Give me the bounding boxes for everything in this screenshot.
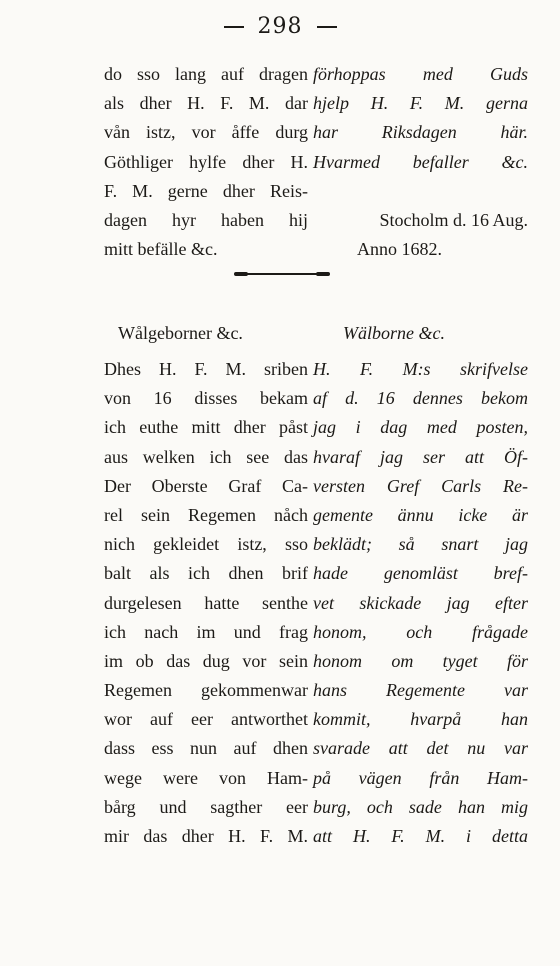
text-line: versten Gref Carls Re-: [313, 475, 528, 496]
text-line: ich nach im und frag: [104, 621, 308, 642]
text-line: honom om tyget för: [313, 650, 528, 671]
swedish-salutation: Wälborne &c.: [343, 323, 445, 343]
text-line: balt als ich dhen brif: [104, 563, 308, 584]
text-line: Dhes H. F. M. sriben: [104, 359, 308, 379]
text-line: von 16 disses bekam: [104, 388, 308, 409]
text-line: gemente ännu icke är: [313, 504, 528, 525]
upper-german-column: [104, 60, 308, 264]
text-line: hvaraf jag ser att Öf-: [313, 446, 528, 467]
year-line: Anno 1682.: [357, 239, 442, 260]
lower-swedish-column: [313, 355, 528, 851]
text-line: vån istz, vor åffe durg: [104, 122, 308, 143]
text-line: im ob das dug vor sein: [104, 650, 308, 671]
upper-swedish-column: [313, 60, 528, 264]
german-salutation: Wålgeborner &c.: [118, 323, 243, 343]
text-line: att H. F. M. i detta: [313, 826, 528, 846]
text-line: honom, och frågade: [313, 621, 528, 642]
text-line: Göthliger hylfe dher H.: [104, 151, 308, 172]
text-line: wege were von Ham-: [104, 767, 308, 788]
text-line: bårg und sagther eer: [104, 796, 308, 817]
header-dash-right: [317, 26, 337, 28]
header-dash-left: [224, 26, 244, 28]
text-line: durgelesen hatte senthe: [104, 592, 308, 613]
text-line: Der Oberste Graf Ca-: [104, 475, 308, 496]
text-line: kommit, hvarpå han: [313, 709, 528, 730]
text-line: dass ess nun auf dhen: [104, 738, 308, 759]
text-line: beklädt; så snart jag: [313, 534, 528, 555]
page-header: [0, 14, 560, 39]
text-line: Regemen gekommenwar: [104, 680, 308, 701]
text-line: F. M. gerne dher Reis-: [104, 180, 308, 201]
text-line: als dher H. F. M. dar: [104, 93, 308, 114]
text-line: Hvarmed befaller &c.: [313, 151, 528, 172]
text-line: på vägen från Ham-: [313, 767, 528, 788]
text-line: hans Regemente var: [313, 680, 528, 701]
text-line: do sso lang auf dragen: [104, 64, 308, 84]
text-line: burg, och sade han mig: [313, 796, 528, 817]
text-line: mitt befälle &c.: [104, 239, 218, 260]
text-line: jag i dag med posten,: [313, 417, 528, 438]
text-line: [313, 177, 528, 206]
text-line: hjelp H. F. M. gerna: [313, 93, 528, 114]
text-line: ich euthe mitt dher påst: [104, 417, 308, 438]
text-line: svarade att det nu var: [313, 738, 528, 759]
text-line: vet skickade jag efter: [313, 592, 528, 613]
text-line: rel sein Regemen nåch: [104, 504, 308, 525]
text-line: nich gekleidet istz, sso: [104, 534, 308, 555]
text-line: förhoppas med Guds: [313, 64, 528, 84]
text-line: aus welken ich see das: [104, 446, 308, 467]
section-divider: [240, 273, 324, 275]
text-line: H. F. M:s skrifvelse: [313, 359, 528, 379]
text-line: dagen hyr haben hij: [104, 209, 308, 230]
text-line: wor auf eer antworthet: [104, 709, 308, 730]
text-line: har Riksdagen här.: [313, 122, 528, 143]
text-line: hade genomläst bref-: [313, 563, 528, 584]
text-line: af d. 16 dennes bekom: [313, 388, 528, 409]
lower-german-column: [104, 355, 308, 851]
page-number: 298: [257, 14, 303, 39]
place-date-line: Stocholm d. 16 Aug.: [379, 209, 528, 230]
text-line: mir das dher H. F. M.: [104, 826, 308, 846]
